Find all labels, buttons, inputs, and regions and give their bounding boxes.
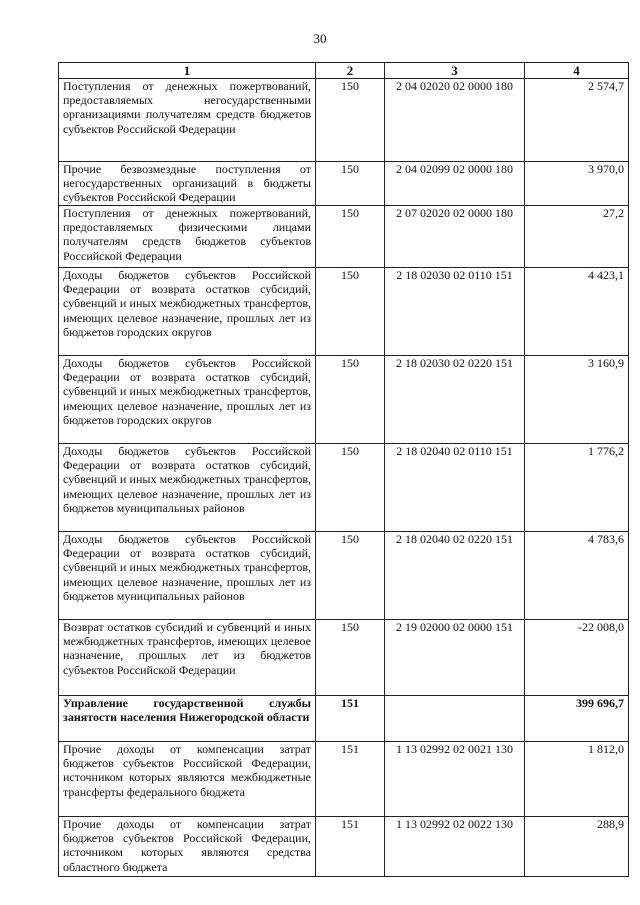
row-amount: 3 160,9 [525,356,629,444]
row-admin-code: 150 [316,532,385,620]
row-admin-code: 150 [316,79,385,162]
table-row [59,444,629,532]
row-name: Доходы бюджетов субъектов Российской Федерации от возврата остатков субсидий, субвенций и иных межбюджетных трансфертов, имеющих целевое назначение, прошлых лет из бюджетов городских округов [59,356,316,444]
table-row [59,817,629,877]
row-budget-code: 2 07 02020 02 0000 180 [385,206,525,268]
row-amount: 4 423,1 [525,268,629,356]
row-name: Возврат остатков субсидий и субвенций и иных межбюджетных трансфертов, имеющих целевое назначение, прошлых лет из бюджетов субъектов Российской Федерации [59,620,316,696]
row-budget-code: 2 18 02030 02 0110 151 [385,268,525,356]
row-name: Доходы бюджетов субъектов Российской Федерации от возврата остатков субсидий, субвенций и иных межбюджетных трансфертов, имеющих целевое назначение, прошлых лет из бюджетов городских округов [59,268,316,356]
row-budget-code: 1 13 02992 02 0022 130 [385,817,525,877]
row-budget-code: 2 18 02040 02 0110 151 [385,444,525,532]
table-row [59,162,629,206]
row-admin-code: 150 [316,162,385,206]
table-row [59,532,629,620]
row-amount: 1 776,2 [525,444,629,532]
table-body [59,79,629,877]
revenue-table [58,62,629,877]
header-col-1: 1 [59,63,316,79]
table-row [59,206,629,268]
table-row [59,620,629,696]
row-amount: -22 008,0 [525,620,629,696]
row-admin-code: 150 [316,356,385,444]
row-amount: 3 970,0 [525,162,629,206]
row-admin-code: 151 [316,817,385,877]
row-name: Прочие доходы от компенсации затрат бюджетов субъектов Российской Федерации, источником которых являются средства областного бюджета [59,817,316,877]
table-header-row [59,63,629,79]
row-budget-code: 2 04 02099 02 0000 180 [385,162,525,206]
row-admin-code: 151 [316,696,385,742]
table-row [59,742,629,817]
row-amount: 27,2 [525,206,629,268]
table-row [59,79,629,162]
row-amount: 288,9 [525,817,629,877]
row-admin-code: 151 [316,742,385,817]
row-budget-code: 2 18 02040 02 0220 151 [385,532,525,620]
table-row [59,268,629,356]
row-budget-code: 2 04 02020 02 0000 180 [385,79,525,162]
row-name: Поступления от денежных пожертвований, предоставляемых негосударственными организациями получателям средств бюджетов субъектов Российской Федерации [59,79,316,162]
row-admin-code: 150 [316,268,385,356]
header-col-2: 2 [316,63,385,79]
row-name: Управление государственной службы занятости населения Нижегородской области [59,696,316,742]
row-budget-code: 2 18 02030 02 0220 151 [385,356,525,444]
table-row-section [59,696,629,742]
row-budget-code [385,696,525,742]
row-name: Доходы бюджетов субъектов Российской Федерации от возврата остатков субсидий, субвенций и иных межбюджетных трансфертов, имеющих целевое назначение, прошлых лет из бюджетов муниципальных районов [59,532,316,620]
row-amount: 399 696,7 [525,696,629,742]
row-amount: 2 574,7 [525,79,629,162]
page-number: 30 [313,31,327,46]
header-col-4: 4 [525,63,629,79]
table-row [59,356,629,444]
row-amount: 1 812,0 [525,742,629,817]
row-admin-code: 150 [316,206,385,268]
row-budget-code: 1 13 02992 02 0021 130 [385,742,525,817]
row-admin-code: 150 [316,620,385,696]
row-amount: 4 783,6 [525,532,629,620]
row-name: Прочие безвозмездные поступления от негосударственных организаций в бюджеты субъектов Российской Федерации [59,162,316,206]
row-admin-code: 150 [316,444,385,532]
row-name: Прочие доходы от компенсации затрат бюджетов субъектов Российской Федерации, источником которых являются межбюджетные трансферты федерального бюджета [59,742,316,817]
row-budget-code: 2 19 02000 02 0000 151 [385,620,525,696]
header-col-3: 3 [385,63,525,79]
row-name: Поступления от денежных пожертвований, предоставляемых физическими лицами получателям средств бюджетов субъектов Российской Федерации [59,206,316,268]
row-name: Доходы бюджетов субъектов Российской Федерации от возврата остатков субсидий, субвенций и иных межбюджетных трансфертов, имеющих целевое назначение, прошлых лет из бюджетов муниципальных районов [59,444,316,532]
